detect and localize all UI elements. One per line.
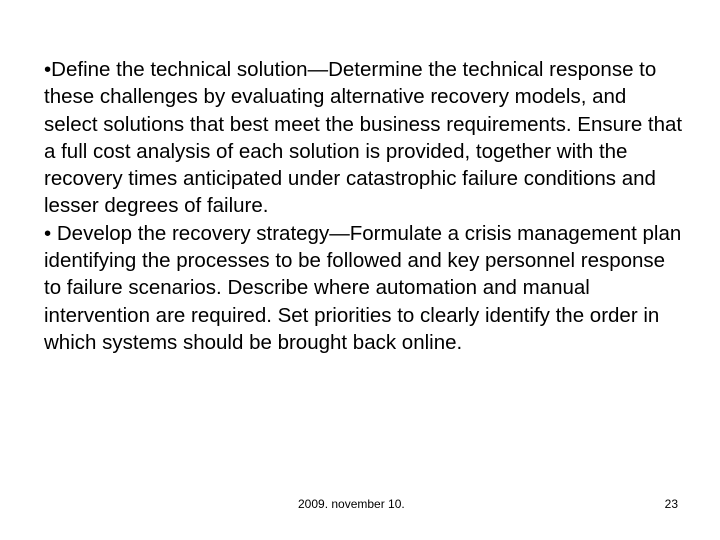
bullet-define-technical-solution: •Define the technical solution—Determine the technical response to these challenges by evaluating alternative recovery models, and select solutions that best meet the business requirements. Ensure that a full cost analysis of each solution is provided, together with the recovery times anticipated under catastrophic failure conditions and lesser degrees of failure. [44,58,683,218]
footer-date: 2009. november 10. [298,497,405,511]
slide-body [44,56,684,356]
page-number: 23 [664,497,678,511]
bullet-develop-recovery-strategy: • Develop the recovery strategy—Formulate a crisis management plan identifying the processes to be followed and key personnel response to failure scenarios. Describe where automation and manual intervention are required. Set priorities to clearly identify the order in which systems should be brought back online. [44,221,682,354]
